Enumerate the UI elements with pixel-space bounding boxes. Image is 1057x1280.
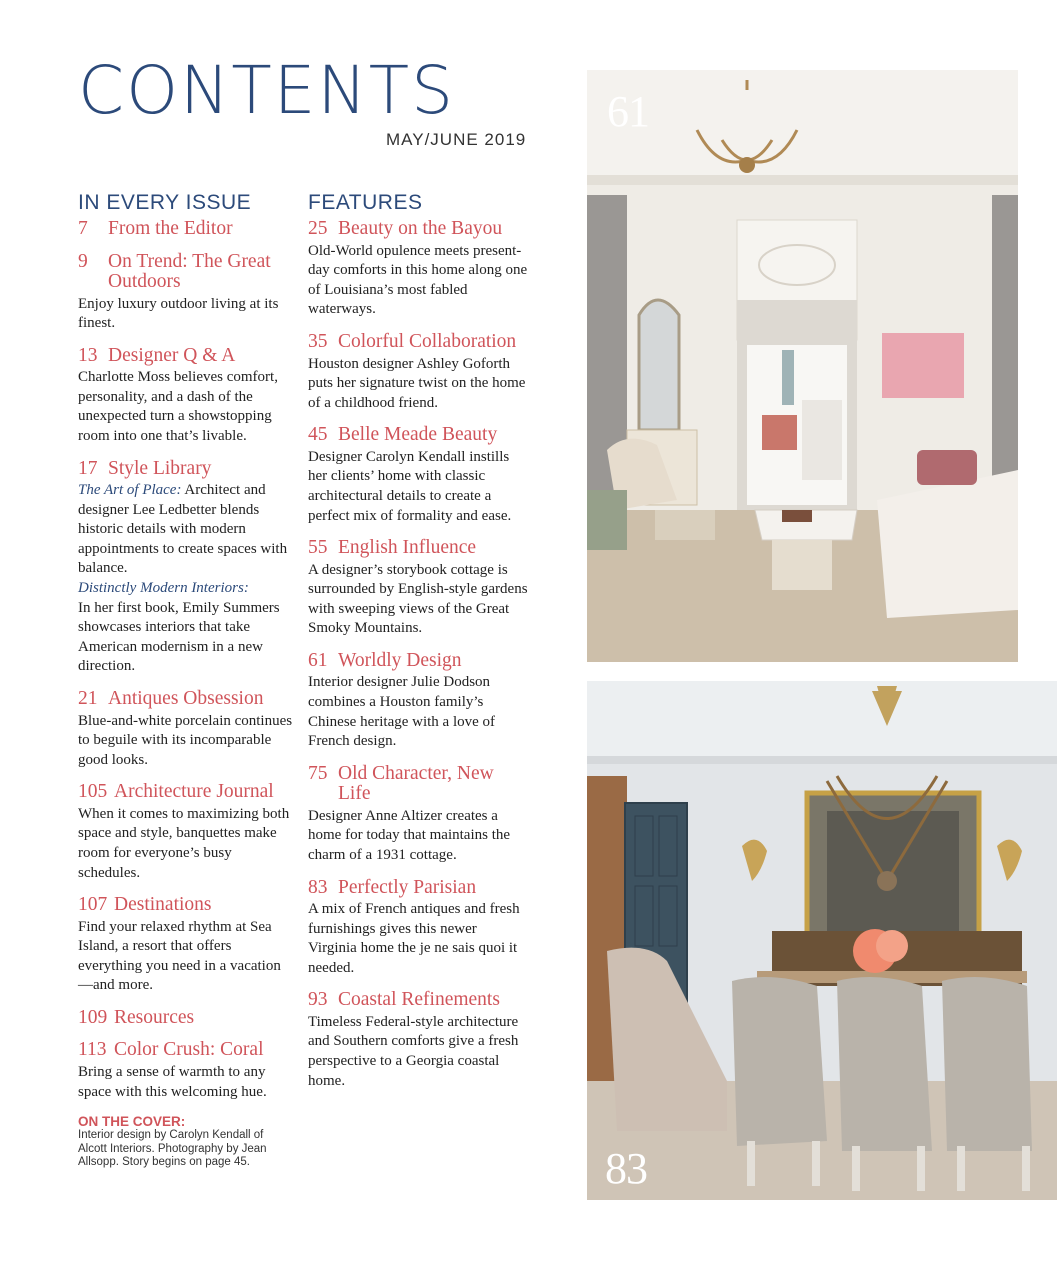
on-the-cover-text: Interior design by Carolyn Kendall of Alcott Interiors. Photography by Jean Allsopp. Story begins on page 45.	[78, 1129, 267, 1169]
toc-entry[interactable]	[308, 651, 528, 752]
book-title: The Art of Place:	[78, 482, 182, 499]
entry-title-text: Designer Q & A	[108, 344, 236, 366]
entry-description: Houston designer Ashley Goforth puts her signature twist on the home of a childhood friend.	[308, 355, 526, 411]
entry-title-text: On Trend: The Great Outdoors	[108, 250, 271, 293]
entry-title-text: Colorful Collaboration	[338, 331, 517, 353]
entry-title	[308, 990, 528, 1010]
entry-title-text: Architecture Journal	[114, 781, 274, 803]
toc-entry[interactable]	[78, 1040, 293, 1102]
page-number: 55	[308, 537, 328, 559]
toc-entry[interactable]	[78, 346, 293, 447]
entry-description: Blue-and-white porcelain continues to beguile with its incomparable good looks.	[78, 712, 293, 768]
page-number: 13	[78, 344, 98, 366]
dining-room-photo[interactable]	[587, 681, 1057, 1200]
entry-title	[308, 764, 528, 805]
entry-title-text: Old Character, New Life	[338, 762, 494, 805]
page-number: 61	[308, 649, 328, 671]
toc-entry[interactable]	[308, 219, 528, 320]
page-number: 83	[308, 876, 328, 898]
on-the-cover-heading: ON THE COVER:	[78, 1114, 186, 1130]
page-number: 35	[308, 331, 328, 353]
entry-title	[78, 1040, 293, 1060]
entry-title-text: Color Crush: Coral	[114, 1039, 264, 1061]
entry-title	[78, 459, 293, 479]
page-number: 109	[78, 1006, 108, 1028]
features-column	[308, 190, 528, 1103]
toc-entry[interactable]	[308, 878, 528, 979]
toc-entry[interactable]	[78, 252, 293, 334]
living-room-photo[interactable]	[587, 70, 1018, 662]
entry-title-text: Coastal Refinements	[338, 989, 500, 1011]
entry-title	[78, 1008, 293, 1028]
toc-entry[interactable]	[308, 425, 528, 526]
entry-title-text: From the Editor	[108, 218, 233, 240]
toc-entry[interactable]	[78, 895, 293, 996]
entry-title-text: Perfectly Parisian	[338, 876, 477, 898]
entry-description: Designer Carolyn Kendall instills her clients’ home with classic architectural details to create a perfect mix of formality and ease.	[308, 448, 512, 524]
entry-title-text: Beauty on the Bayou	[338, 218, 503, 240]
page-title: CONTENTS	[78, 52, 456, 129]
in-every-issue-heading: IN EVERY ISSUE	[78, 191, 252, 214]
entry-title	[78, 782, 293, 802]
entry-description: Enjoy luxury outdoor living at its finest.	[78, 295, 279, 332]
features-heading: FEATURES	[308, 191, 423, 214]
toc-entry[interactable]	[308, 332, 528, 413]
photo-page-number: 83	[605, 1144, 647, 1193]
toc-entry[interactable]	[78, 689, 293, 770]
page-number: 17	[78, 457, 98, 479]
page-number: 9	[78, 250, 88, 272]
entry-title	[308, 651, 528, 671]
entry-description: Designer Anne Altizer creates a home for today that maintains the charm of a 1931 cottage.	[308, 807, 511, 863]
page-number: 93	[308, 989, 328, 1011]
entry-title	[308, 219, 528, 239]
photo-page-number: 61	[607, 87, 649, 136]
entry-title-text: English Influence	[338, 537, 477, 559]
page-number: 45	[308, 424, 328, 446]
page-number: 105	[78, 781, 108, 803]
entry-description: When it comes to maximizing both space and style, banquettes make room for everyone’s busy schedules.	[78, 805, 290, 881]
page-number: 113	[78, 1039, 107, 1061]
entry-title-text: Worldly Design	[338, 649, 462, 671]
entry-description: Interior designer Julie Dodson combines a Houston family’s Chinese heritage with a love of French design.	[308, 674, 496, 750]
toc-entry[interactable]	[78, 219, 293, 239]
entry-description: Find your relaxed rhythm at Sea Island, a resort that offers everything you need in a vacation—and more.	[78, 918, 281, 994]
book-title: Distinctly Modern Interiors:	[78, 580, 249, 597]
entry-title	[308, 878, 528, 898]
toc-entry[interactable]	[78, 1008, 293, 1028]
entry-title	[78, 252, 293, 293]
issue-date: MAY/JUNE 2019	[386, 130, 527, 149]
page-number: 107	[78, 894, 108, 916]
dining-room-illustration	[587, 681, 1057, 1200]
entry-title-text: Antiques Obsession	[108, 688, 264, 710]
page-number: 21	[78, 688, 98, 710]
entry-description: A mix of French antiques and fresh furnishings gives this newer Virginia home the je ne sais quoi it needed.	[308, 901, 520, 976]
entry-description: Timeless Federal-style architecture and Southern comforts give a fresh perspective to a Georgia coastal home.	[308, 1013, 519, 1089]
entry-title-text: Resources	[114, 1006, 195, 1028]
entry-title-text: Style Library	[108, 457, 212, 479]
entry-description	[78, 481, 293, 677]
page-number: 7	[78, 218, 88, 240]
living-room-illustration	[587, 70, 1018, 662]
book-description: Architect and designer Lee Ledbetter blends historic details with modern appointments to create spaces with balance.	[78, 482, 288, 577]
entry-description: Bring a sense of warmth to any space with this welcoming hue.	[78, 1063, 267, 1100]
in-every-issue-column	[78, 190, 293, 1170]
entry-description: Old-World opulence meets present-day comforts in this home along one of Louisiana’s most fabled waterways.	[308, 242, 528, 318]
entry-title	[78, 219, 293, 239]
entry-title-text: Destinations	[114, 894, 212, 916]
entry-description: Charlotte Moss believes comfort, personality, and a dash of the unexpected turn a showstopping room into one that’s livable.	[78, 369, 278, 445]
entry-title	[78, 346, 293, 366]
toc-entry[interactable]	[308, 764, 528, 866]
entry-title	[308, 332, 528, 352]
entry-title-text: Belle Meade Beauty	[338, 424, 498, 446]
entry-title	[78, 895, 293, 915]
toc-entry[interactable]	[308, 990, 528, 1091]
entry-description: A designer’s storybook cottage is surrounded by English-style gardens with sweeping views of the Great Smoky Mountains.	[308, 561, 528, 637]
page-number: 25	[308, 218, 328, 240]
toc-entry[interactable]	[78, 459, 293, 677]
toc-entry[interactable]	[308, 538, 528, 639]
book-description: In her first book, Emily Summers showcases interiors that take American modernism in a new direction.	[78, 599, 280, 675]
entry-title	[78, 689, 293, 709]
toc-entry[interactable]	[78, 782, 293, 883]
entry-title	[308, 425, 528, 445]
entry-title	[308, 538, 528, 558]
page-number: 75	[308, 762, 328, 784]
